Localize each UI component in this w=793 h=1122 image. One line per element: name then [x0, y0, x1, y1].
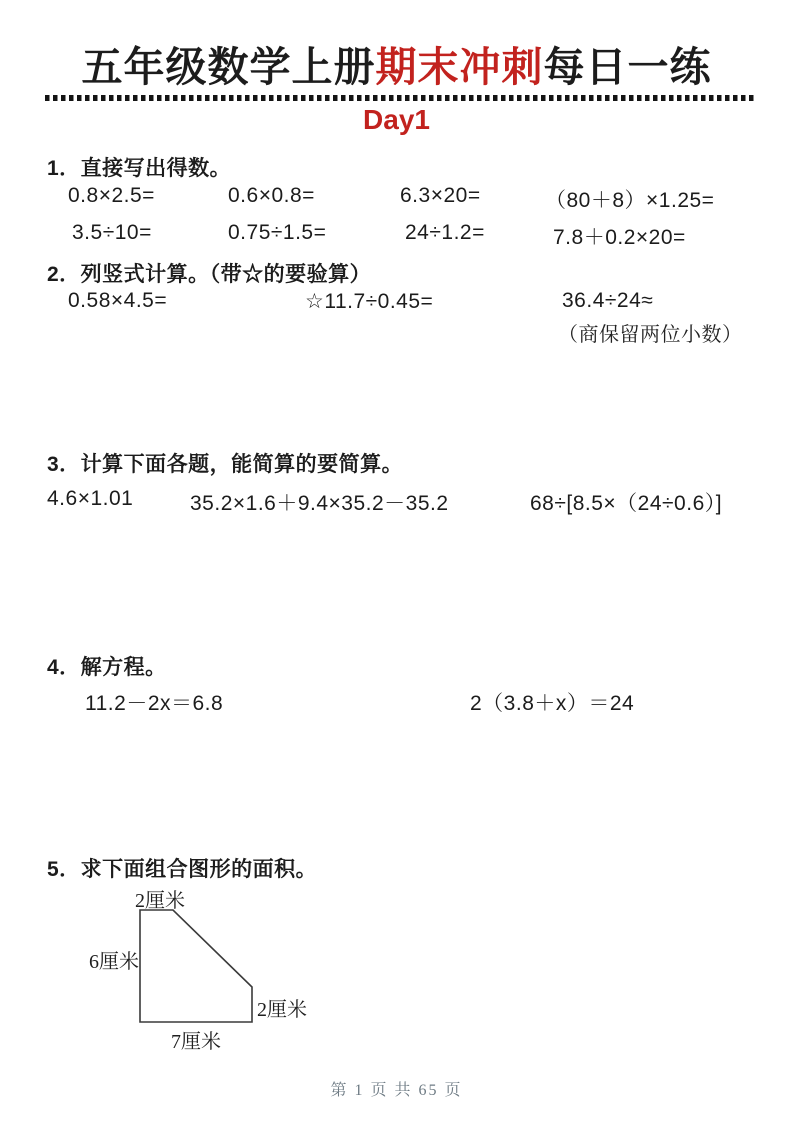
expression: 35.2×1.6＋9.4×35.2－35.2: [190, 492, 449, 515]
question-1-row-2: [72, 221, 686, 251]
question-2-header: 2．列竖式计算。（带☆的要验算）: [47, 263, 372, 286]
question-1-header: 1．直接写出得数。: [47, 157, 232, 180]
question-4-header: 4．解方程。: [47, 656, 167, 679]
equation: 11.2－2x＝6.8: [85, 692, 224, 715]
expression: （80＋8）×1.25=: [545, 189, 715, 212]
expression: 7.8＋0.2×20=: [553, 226, 686, 249]
expression: 0.8×2.5=: [68, 184, 155, 207]
dotted-divider: [45, 95, 756, 101]
page-title: [0, 34, 793, 93]
expression: 0.75÷1.5=: [228, 221, 327, 244]
figure-label-right: 2厘米: [257, 999, 307, 1021]
question-4-row: [85, 687, 634, 717]
question-1-row-1: [68, 184, 714, 214]
figure-label-bottom: 7厘米: [171, 1031, 221, 1053]
expression: ☆11.7÷0.45=: [305, 290, 434, 313]
expression: 0.58×4.5=: [68, 289, 168, 312]
composite-polygon: [140, 910, 252, 1022]
title-highlight: 期末冲刺: [375, 44, 544, 90]
expression: 0.6×0.8=: [228, 184, 315, 207]
question-5-header: 5．求下面组合图形的面积。: [47, 858, 318, 881]
question-3-header: 3．计算下面各题，能简算的要简算。: [47, 453, 404, 476]
expression: 24÷1.2=: [405, 221, 485, 244]
expression: 4.6×1.01: [47, 487, 134, 510]
composite-shape-figure: [85, 883, 325, 1055]
question-3-row: [47, 487, 722, 517]
title-post: 每日一练: [543, 44, 712, 90]
question-2-row: [68, 289, 653, 314]
figure-label-left: 6厘米: [89, 951, 139, 973]
title-pre: 五年级数学上册: [81, 44, 376, 90]
question-2-note: （商保留两位小数）: [558, 324, 743, 346]
expression: 6.3×20=: [400, 184, 481, 207]
expression: 3.5÷10=: [72, 221, 152, 244]
expression: 68÷[8.5×（24÷0.6）]: [530, 492, 723, 515]
figure-label-top: 2厘米: [135, 890, 185, 912]
page-footer: 第 1 页 共 65 页: [330, 1082, 463, 1099]
equation: 2（3.8＋x）＝24: [470, 692, 635, 715]
day-subtitle: Day1: [363, 104, 430, 135]
expression: 36.4÷24≈: [562, 289, 654, 312]
